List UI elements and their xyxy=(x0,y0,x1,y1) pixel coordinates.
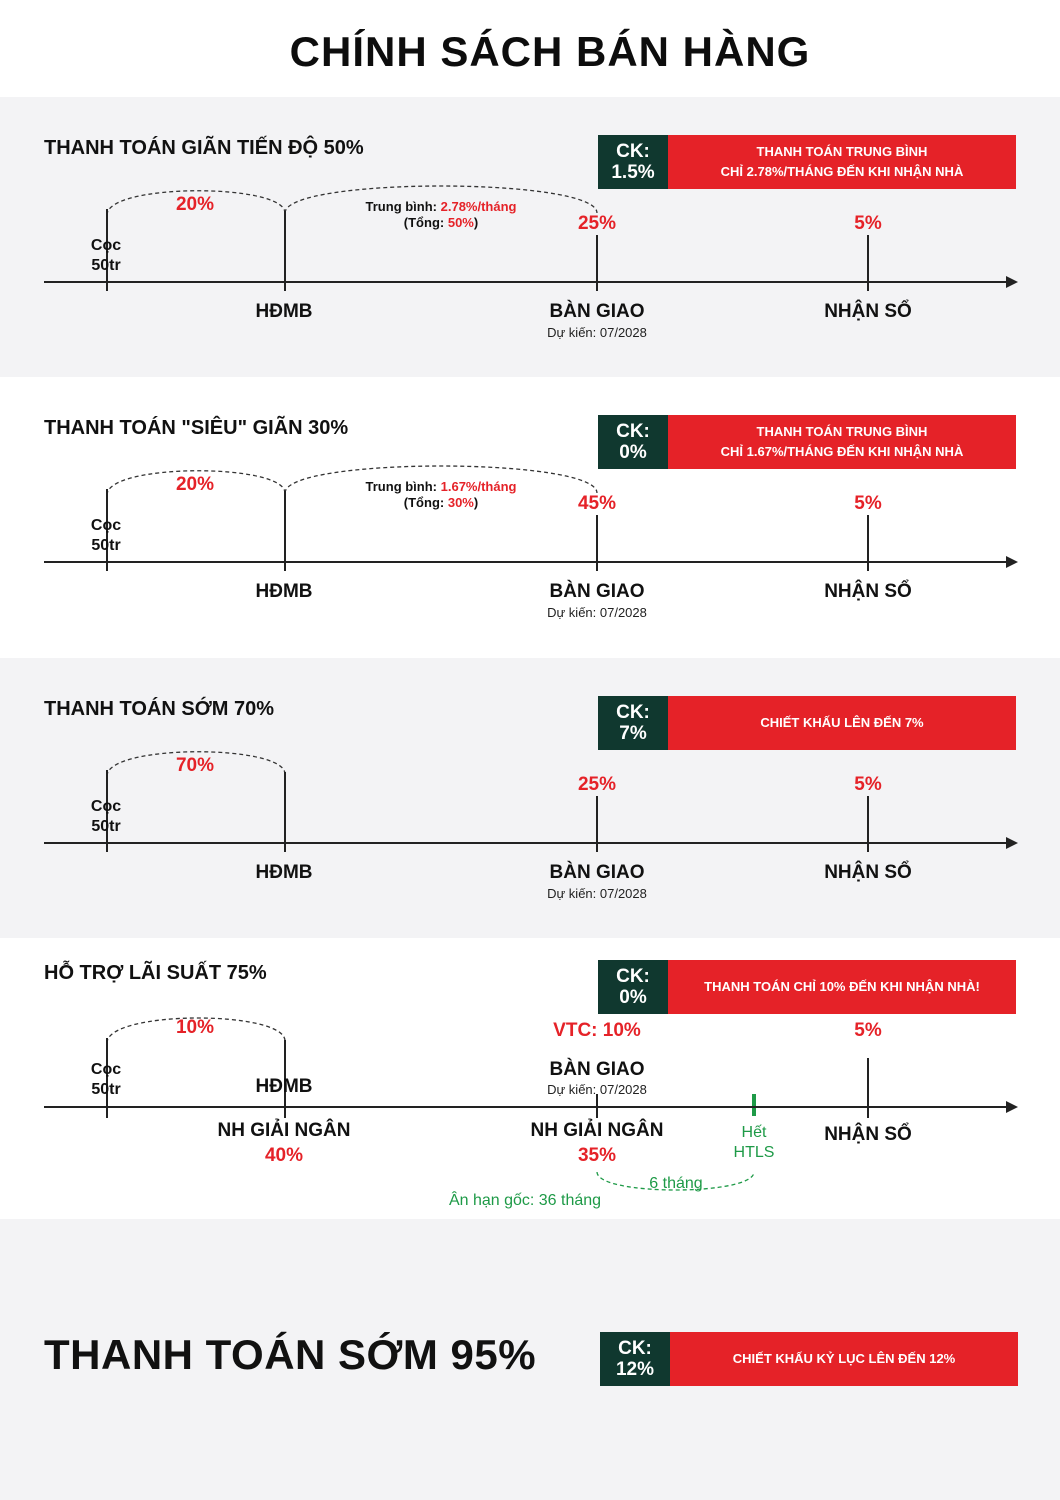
discount-label: CK: 0% xyxy=(598,960,668,1014)
nhanso-tick xyxy=(867,1058,869,1118)
discount-note: THANH TOÁN TRUNG BÌNH CHỈ 2.78%/THÁNG ĐẾN KHI NHẬN NHÀ xyxy=(668,135,1016,189)
policy-panel-super-30 xyxy=(0,377,1060,657)
panel-title: THANH TOÁN SỚM 70% xyxy=(44,698,275,720)
segment-percent: 20% xyxy=(175,194,215,215)
deposit-label: Cọc 50tr xyxy=(90,237,122,274)
stage-nhanso: NHẬN SỔ xyxy=(824,862,912,883)
expected-date: Dự kiến: 07/2028 xyxy=(547,325,647,340)
bank-disbursement-label: NH GIẢI NGÂN xyxy=(217,1120,351,1141)
bangiao-percent: 25% xyxy=(577,213,617,234)
six-months-label: 6 tháng xyxy=(649,1175,703,1192)
stage-bangiao: BÀN GIAO xyxy=(549,862,645,883)
expected-date: Dự kiến: 07/2028 xyxy=(547,605,647,620)
deposit-label: Cọc 50tr xyxy=(90,798,122,835)
hdmb-tick xyxy=(284,772,286,852)
stage-bangiao: BÀN GIAO xyxy=(549,581,645,602)
discount-label: CK: 7% xyxy=(598,696,668,750)
nhanso-percent: 5% xyxy=(854,493,882,514)
discount-label: CK: 12% xyxy=(600,1332,670,1386)
timeline-axis xyxy=(44,281,1008,283)
policy-panel-early-70 xyxy=(0,658,1060,938)
discount-label: CK: 0% xyxy=(598,415,668,469)
bank-disbursement-percent: 40% xyxy=(264,1145,304,1166)
timeline-axis xyxy=(44,842,1008,844)
panel-title: THANH TOÁN "SIÊU" GIÃN 30% xyxy=(44,417,349,439)
stage-hdmb: HĐMB xyxy=(255,581,313,602)
arrow-right-icon xyxy=(1006,556,1018,568)
hdmb-tick xyxy=(284,211,286,291)
panel-title: THANH TOÁN SỚM 95% xyxy=(44,1331,537,1378)
discount-box xyxy=(600,1332,1018,1386)
het-htls-marker xyxy=(752,1094,756,1116)
het-htls-label: Hết HTLS xyxy=(733,1124,775,1161)
segment-percent: 20% xyxy=(175,474,215,495)
discount-note: THANH TOÁN CHỈ 10% ĐẾN KHI NHẬN NHÀ! xyxy=(668,960,1016,1014)
arrow-right-icon xyxy=(1006,837,1018,849)
timeline-axis xyxy=(44,561,1008,563)
deposit-label: Cọc 50tr xyxy=(90,1061,122,1098)
deposit-label: Cọc 50tr xyxy=(90,517,122,554)
stage-bangiao: BÀN GIAO xyxy=(549,301,645,322)
discount-note: CHIẾT KHẤU KỶ LỤC LÊN ĐẾN 12% xyxy=(670,1332,1018,1386)
stage-hdmb: HĐMB xyxy=(255,1076,313,1097)
segment-percent: 70% xyxy=(175,755,215,776)
nhanso-percent: 5% xyxy=(854,1020,882,1041)
average-note: Trung bình: 1.67%/tháng (Tổng: 30%) xyxy=(365,479,517,510)
policy-panel-interest-support-75 xyxy=(0,938,1060,1218)
bank-disbursement-label: NH GIẢI NGÂN xyxy=(530,1120,664,1141)
stage-nhanso: NHẬN SỔ xyxy=(824,301,912,322)
stage-hdmb: HĐMB xyxy=(255,862,313,883)
payment-arcs xyxy=(0,97,1060,377)
discount-label: CK: 1.5% xyxy=(598,135,668,189)
arrow-right-icon xyxy=(1006,1101,1018,1113)
expected-date: Dự kiến: 07/2028 xyxy=(547,886,647,901)
bangiao-percent: 25% xyxy=(577,774,617,795)
page-title: CHÍNH SÁCH BÁN HÀNG xyxy=(289,28,811,75)
policy-panel-early-95 xyxy=(0,1219,1060,1500)
bank-disbursement-percent: 35% xyxy=(577,1145,617,1166)
vtc-percent: VTC: 10% xyxy=(553,1020,641,1041)
nhanso-percent: 5% xyxy=(854,213,882,234)
discount-note: CHIẾT KHẤU LÊN ĐẾN 7% xyxy=(668,696,1016,750)
discount-note: THANH TOÁN TRUNG BÌNH CHỈ 1.67%/THÁNG ĐẾN KHI NHẬN NHÀ xyxy=(668,415,1016,469)
panel-title: HỖ TRỢ LÃI SUẤT 75% xyxy=(44,962,267,984)
hdmb-tick xyxy=(284,491,286,571)
stage-hdmb: HĐMB xyxy=(255,301,313,322)
timeline-axis xyxy=(44,1106,1008,1108)
bangiao-percent: 45% xyxy=(577,493,617,514)
payment-arcs xyxy=(0,938,1060,1218)
arrow-right-icon xyxy=(1006,276,1018,288)
segment-percent: 10% xyxy=(175,1017,215,1038)
average-note: Trung bình: 2.78%/tháng (Tổng: 50%) xyxy=(365,199,517,230)
stage-nhanso: NHẬN SỔ xyxy=(824,581,912,602)
grace-period-label: Ân hạn gốc: 36 tháng xyxy=(448,1192,602,1209)
policy-panel-stretched-50 xyxy=(0,97,1060,377)
panel-title: THANH TOÁN GIÃN TIẾN ĐỘ 50% xyxy=(44,137,364,159)
stage-bangiao: BÀN GIAO xyxy=(549,1059,645,1080)
payment-arcs xyxy=(0,377,1060,657)
payment-arcs xyxy=(0,658,1060,938)
nhanso-percent: 5% xyxy=(854,774,882,795)
stage-nhanso: NHẬN SỔ xyxy=(824,1124,912,1145)
expected-date: Dự kiến: 07/2028 xyxy=(547,1082,647,1097)
